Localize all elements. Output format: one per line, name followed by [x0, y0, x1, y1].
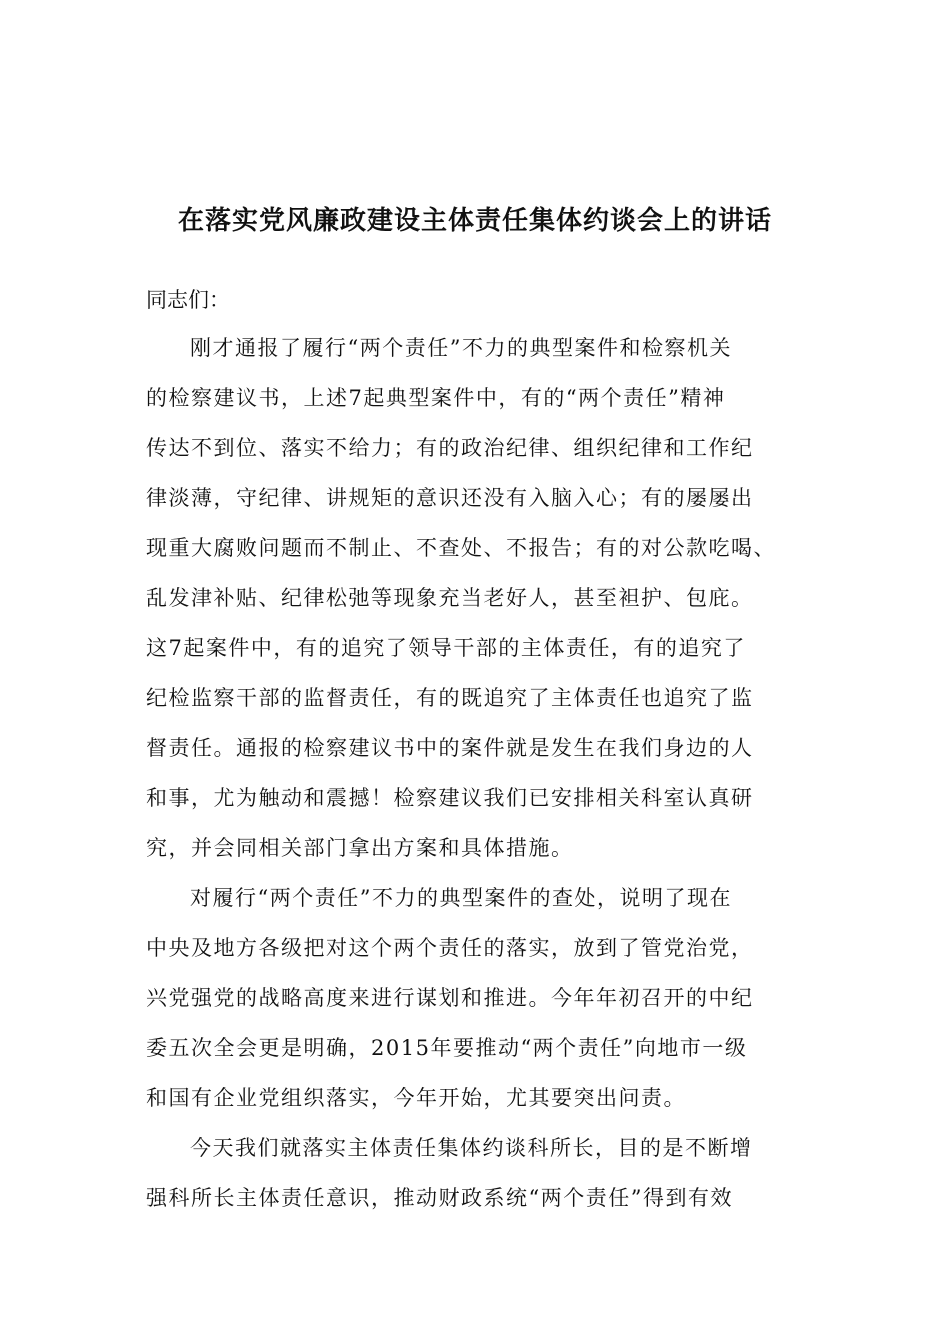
text-line-18: 强科所长主体责任意识，推动财政系统“两个责任”得到有效: [146, 1186, 733, 1210]
text-line-1: 刚才通报了履行“两个责任”不力的典型案件和检察机关: [190, 336, 732, 360]
text-line-10: 和事，尤为触动和震撼！检察建议我们已安排相关科室认真研: [146, 786, 754, 810]
text-line-14: 兴党强党的战略高度来进行谋划和推进。今年年初召开的中纪: [146, 986, 754, 1010]
text-line-2: 的检察建议书，上述7起典型案件中，有的“两个责任”精神: [146, 386, 726, 410]
text-line-5: 现重大腐败问题而不制止、不查处、不报告；有的对公款吃喝、: [146, 536, 776, 560]
text-line-4: 律淡薄，守纪律、讲规矩的意识还没有入脑入心；有的屡屡出: [146, 486, 754, 510]
text-line-9: 督责任。通报的检察建议书中的案件就是发生在我们身边的人: [146, 736, 754, 760]
salutation: 同志们：: [146, 288, 230, 312]
text-line-8: 纪检监察干部的监督责任，有的既追究了主体责任也追究了监: [146, 686, 754, 710]
text-line-17: 今天我们就落实主体责任集体约谈科所长，目的是不断增: [190, 1136, 753, 1160]
text-line-11: 究，并会同相关部门拿出方案和具体措施。: [146, 836, 574, 860]
text-line-3: 传达不到位、落实不给力；有的政治纪律、组织纪律和工作纪: [146, 436, 754, 460]
text-line-12: 对履行“两个责任”不力的典型案件的查处，说明了现在: [190, 886, 732, 910]
text-line-6: 乱发津补贴、纪律松弛等现象充当老好人，甚至袒护、包庇。: [146, 586, 754, 610]
document-title: 在落实党风廉政建设主体责任集体约谈会上的讲话: [177, 206, 772, 236]
text-line-16: 和国有企业党组织落实，今年开始，尤其要突出问责。: [146, 1086, 686, 1110]
text-line-13: 中央及地方各级把对这个两个责任的落实，放到了管党治党，: [146, 936, 754, 960]
text-line-15: 委五次全会更是明确，2015年要推动“两个责任”向地市一级: [146, 1036, 748, 1060]
text-line-7: 这7起案件中，有的追究了领导干部的主体责任，有的追究了: [146, 636, 746, 660]
